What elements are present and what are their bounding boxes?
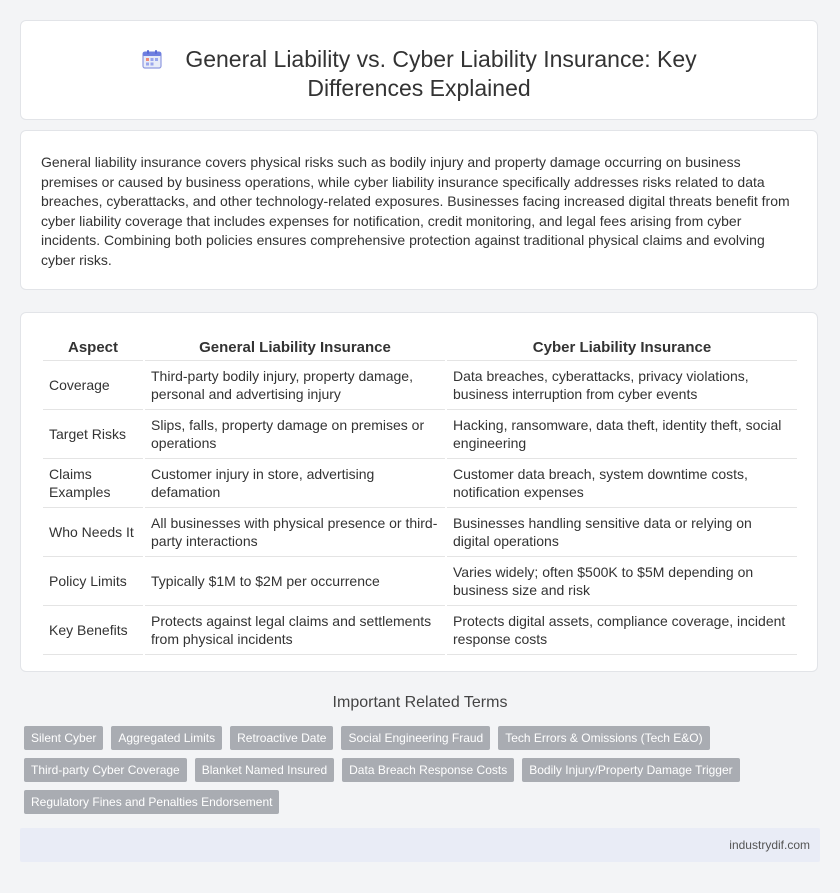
tag-row [24,726,814,750]
table-row [43,606,797,655]
tag-silent-cyber[interactable]: Silent Cyber [24,726,103,750]
row-general: All businesses with physical presence or third-party interactions [145,508,445,557]
tag-data-breach-response[interactable]: Data Breach Response Costs [342,758,514,782]
table-row [43,459,797,508]
header-cyber-liability: Cyber Liability Insurance [447,331,797,361]
header-general-liability: General Liability Insurance [145,331,445,361]
related-terms-list [24,726,814,822]
tag-blanket-named-insured[interactable]: Blanket Named Insured [195,758,334,782]
row-general: Third-party bodily injury, property damage, personal and advertising injury [145,361,445,410]
calendar-icon [141,48,163,70]
intro-card [20,130,818,290]
row-aspect: Coverage [43,361,143,410]
row-cyber: Customer data breach, system downtime costs, notification expenses [447,459,797,508]
comparison-card [20,312,818,672]
page-title: General Liability vs. Cyber Liability Insurance: Key Differences Explained [185,46,697,101]
row-general: Protects against legal claims and settlements from physical incidents [145,606,445,655]
tag-regulatory-fines[interactable]: Regulatory Fines and Penalties Endorsement [24,790,279,814]
row-aspect: Who Needs It [43,508,143,557]
row-general: Slips, falls, property damage on premises or operations [145,410,445,459]
row-aspect: Key Benefits [43,606,143,655]
footer-site[interactable]: industrydif.com [729,838,810,852]
page-title-container [81,45,757,103]
intro-paragraph: General liability insurance covers physical risks such as bodily injury and property damage occurring on business premises or caused by business operations, while cyber liability insurance specifically addresses risks related to data breaches, cyberattacks, and other technology-related exposures. Businesses facing increased digital threats benefit from cyber liability coverage that includes expenses for notification, credit monitoring, and legal fees arising from cyber incidents. Combining both policies ensures comprehensive protection against traditional physical claims and evolving cyber risks. [41,154,790,268]
table-header-row [43,331,797,361]
tag-retroactive-date[interactable]: Retroactive Date [230,726,333,750]
row-cyber: Data breaches, cyberattacks, privacy violations, business interruption from cyber events [447,361,797,410]
tag-tech-eo[interactable]: Tech Errors & Omissions (Tech E&O) [498,726,709,750]
footer [20,828,820,862]
row-cyber: Protects digital assets, compliance coverage, incident response costs [447,606,797,655]
row-aspect: Policy Limits [43,557,143,606]
tag-third-party-cyber[interactable]: Third-party Cyber Coverage [24,758,187,782]
related-terms-title: Important Related Terms [332,694,508,711]
tag-row [24,758,814,782]
row-cyber: Businesses handling sensitive data or relying on digital operations [447,508,797,557]
table-row [43,361,797,410]
table-row [43,557,797,606]
tag-social-engineering-fraud[interactable]: Social Engineering Fraud [341,726,490,750]
table-row [43,508,797,557]
row-cyber: Hacking, ransomware, data theft, identity theft, social engineering [447,410,797,459]
row-general: Typically $1M to $2M per occurrence [145,557,445,606]
row-cyber: Varies widely; often $500K to $5M depending on business size and risk [447,557,797,606]
title-card [20,20,818,120]
tag-row [24,790,814,814]
row-aspect: Target Risks [43,410,143,459]
comparison-table [41,331,799,655]
tag-bodily-injury-trigger[interactable]: Bodily Injury/Property Damage Trigger [522,758,739,782]
row-aspect: Claims Examples [43,459,143,508]
row-general: Customer injury in store, advertising defamation [145,459,445,508]
header-aspect: Aspect [43,331,143,361]
table-row [43,410,797,459]
tag-aggregated-limits[interactable]: Aggregated Limits [111,726,222,750]
